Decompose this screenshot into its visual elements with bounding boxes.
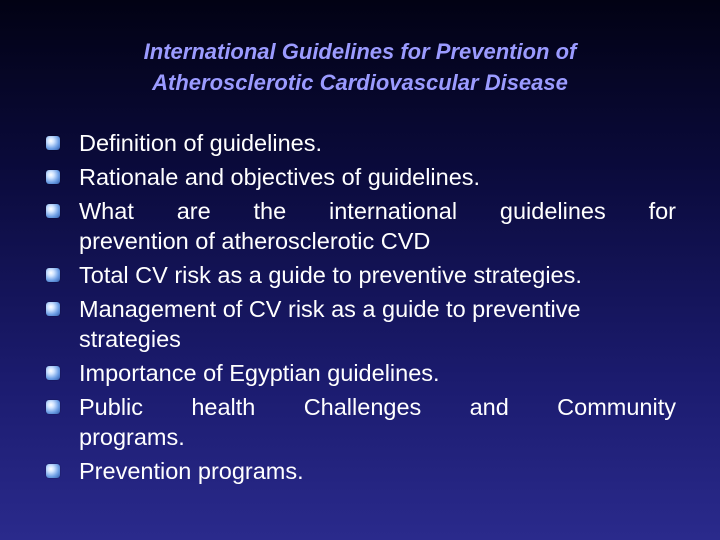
bullet-item	[46, 294, 676, 354]
bullet-line: What are the international guidelines for	[79, 198, 676, 224]
bullet-item	[46, 196, 676, 256]
bullet-line: strategies	[79, 326, 181, 352]
square-bullet-icon	[46, 268, 60, 282]
square-bullet-icon	[46, 366, 60, 380]
bullet-line: programs.	[79, 424, 185, 450]
bullet-item	[46, 392, 676, 452]
bullet-item: Total CV risk as a guide to preventive strategies.	[46, 260, 676, 290]
square-bullet-icon	[46, 170, 60, 184]
bullet-line: Public health Challenges and Community	[79, 394, 676, 420]
bullet-line: prevention of atherosclerotic CVD	[79, 228, 431, 254]
title-line-2: Atherosclerotic Cardiovascular Disease	[152, 70, 568, 95]
square-bullet-icon	[46, 204, 60, 218]
bullet-line: Management of CV risk as a guide to preventive	[79, 296, 581, 322]
bullet-list	[46, 128, 676, 490]
bullet-item: Definition of guidelines.	[46, 128, 676, 158]
slide-title	[0, 36, 720, 98]
square-bullet-icon	[46, 136, 60, 150]
square-bullet-icon	[46, 302, 60, 316]
bullet-item: Rationale and objectives of guidelines.	[46, 162, 676, 192]
square-bullet-icon	[46, 464, 60, 478]
title-line-1: International Guidelines for Prevention of	[143, 39, 577, 64]
bullet-item: Prevention programs.	[46, 456, 676, 486]
bullet-item: Importance of Egyptian guidelines.	[46, 358, 676, 388]
square-bullet-icon	[46, 400, 60, 414]
